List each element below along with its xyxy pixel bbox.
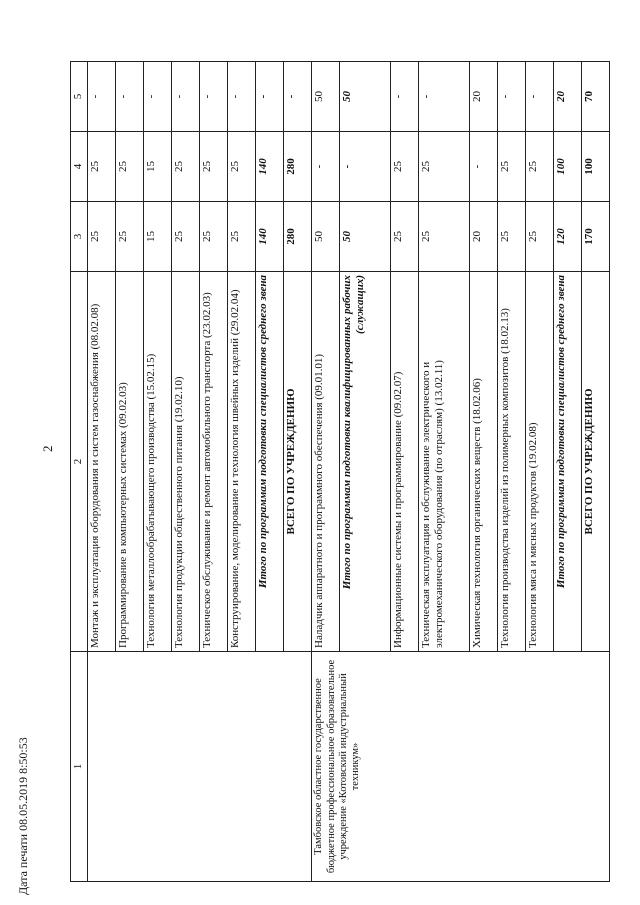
cell-c4: 15 bbox=[144, 132, 172, 202]
cell-c5: - bbox=[116, 62, 144, 132]
subtotal-c5: 20 bbox=[553, 62, 581, 132]
total-c4: 280 bbox=[284, 132, 312, 202]
total-label: ВСЕГО ПО УЧРЕЖДЕНИЮ bbox=[284, 272, 312, 652]
table-row bbox=[88, 62, 116, 882]
cell-c3: 25 bbox=[418, 202, 469, 272]
program-name: Технология мяса и мясных продуктов (19.02.08) bbox=[525, 272, 553, 652]
total-c5: 70 bbox=[581, 62, 609, 132]
subtotal-label: Итого по программам подготовки специалистов среднего звена bbox=[553, 272, 581, 652]
cell-c4: 25 bbox=[497, 132, 525, 202]
org-name: Тамбовское областное государственное бюджетное профессиональное образовательное учреждение «Котовский индустриальный техникум» bbox=[312, 652, 610, 882]
cell-c4: 25 bbox=[418, 132, 469, 202]
cell-c4: 25 bbox=[200, 132, 228, 202]
program-name: Техническая эксплуатация и обслуживание электрического и электромеханического оборудования (по отраслям) (13.02.11) bbox=[418, 272, 469, 652]
cell-c5: - bbox=[88, 62, 116, 132]
subtotal-label: Итого по программам подготовки специалистов среднего звена bbox=[256, 272, 284, 652]
subtotal-c4: 100 bbox=[553, 132, 581, 202]
cell-c4: 25 bbox=[88, 132, 116, 202]
program-name: Наладчик аппаратного и программного обеспечения (09.01.01) bbox=[312, 272, 340, 652]
cell-c3: 25 bbox=[116, 202, 144, 272]
cell-c5: - bbox=[200, 62, 228, 132]
print-date: Дата печати 08.05.2019 8:50:53 bbox=[16, 737, 30, 895]
cell-c3: 25 bbox=[88, 202, 116, 272]
total-c4: 100 bbox=[581, 132, 609, 202]
program-name: Химическая технология органических веществ (18.02.06) bbox=[469, 272, 497, 652]
col-header-1: 1 bbox=[71, 652, 88, 882]
rotated-table-container bbox=[70, 62, 610, 882]
subtotal-c3: 50 bbox=[340, 202, 391, 272]
total-c3: 170 bbox=[581, 202, 609, 272]
cell-c3: 25 bbox=[172, 202, 200, 272]
cell-c5: - bbox=[525, 62, 553, 132]
program-name: Технология продукции общественного питания (19.02.10) bbox=[172, 272, 200, 652]
subtotal-c3: 140 bbox=[256, 202, 284, 272]
cell-c4: 25 bbox=[228, 132, 256, 202]
cell-c5: - bbox=[144, 62, 172, 132]
cell-c3: 50 bbox=[312, 202, 340, 272]
cell-c5: - bbox=[390, 62, 418, 132]
cell-c4: - bbox=[312, 132, 340, 202]
cell-c5: 20 bbox=[469, 62, 497, 132]
cell-c3: 15 bbox=[144, 202, 172, 272]
total-label: ВСЕГО ПО УЧРЕЖДЕНИЮ bbox=[581, 272, 609, 652]
subtotal-c5: - bbox=[256, 62, 284, 132]
program-name: Техническое обслуживание и ремонт автомобильного транспорта (23.02.03) bbox=[200, 272, 228, 652]
program-name: Программирование в компьютерных системах (09.02.03) bbox=[116, 272, 144, 652]
cell-c5: - bbox=[228, 62, 256, 132]
page-number: 2 bbox=[40, 445, 55, 452]
cell-c4: 25 bbox=[172, 132, 200, 202]
col-header-2: 2 bbox=[71, 272, 88, 652]
cell-c4: - bbox=[469, 132, 497, 202]
subtotal-label: Итого по программам подготовки квалифицированных рабочих (служащих) bbox=[340, 272, 391, 652]
cell-c4: 25 bbox=[390, 132, 418, 202]
cell-c5: - bbox=[418, 62, 469, 132]
program-name: Технология металлообрабатывающего производства (15.02.15) bbox=[144, 272, 172, 652]
program-name: Информационные системы и программирование (09.02.07) bbox=[390, 272, 418, 652]
cell-c3: 25 bbox=[228, 202, 256, 272]
program-name: Технология производства изделий из полимерных композитов (18.02.13) bbox=[497, 272, 525, 652]
total-c3: 280 bbox=[284, 202, 312, 272]
cell-c5: - bbox=[497, 62, 525, 132]
cell-c5: 50 bbox=[312, 62, 340, 132]
cell-c3: 25 bbox=[200, 202, 228, 272]
col-header-5: 5 bbox=[71, 62, 88, 132]
cell-c3: 25 bbox=[390, 202, 418, 272]
subtotal-c3: 120 bbox=[553, 202, 581, 272]
program-name: Конструирование, моделирование и технология швейных изделий (29.02.04) bbox=[228, 272, 256, 652]
col-header-3: 3 bbox=[71, 202, 88, 272]
cell-c3: 20 bbox=[469, 202, 497, 272]
subtotal-c5: 50 bbox=[340, 62, 391, 132]
program-name: Монтаж и эксплуатация оборудования и систем газоснабжения (08.02.08) bbox=[88, 272, 116, 652]
total-c5: - bbox=[284, 62, 312, 132]
table-row bbox=[312, 62, 340, 882]
org-cell-empty bbox=[88, 652, 312, 882]
cell-c4: 25 bbox=[116, 132, 144, 202]
cell-c3: 25 bbox=[497, 202, 525, 272]
cell-c4: 25 bbox=[525, 132, 553, 202]
cell-c5: - bbox=[172, 62, 200, 132]
enrollment-table bbox=[70, 61, 610, 882]
subtotal-c4: - bbox=[340, 132, 391, 202]
col-header-4: 4 bbox=[71, 132, 88, 202]
cell-c3: 25 bbox=[525, 202, 553, 272]
subtotal-c4: 140 bbox=[256, 132, 284, 202]
column-numbers-row bbox=[71, 62, 88, 882]
